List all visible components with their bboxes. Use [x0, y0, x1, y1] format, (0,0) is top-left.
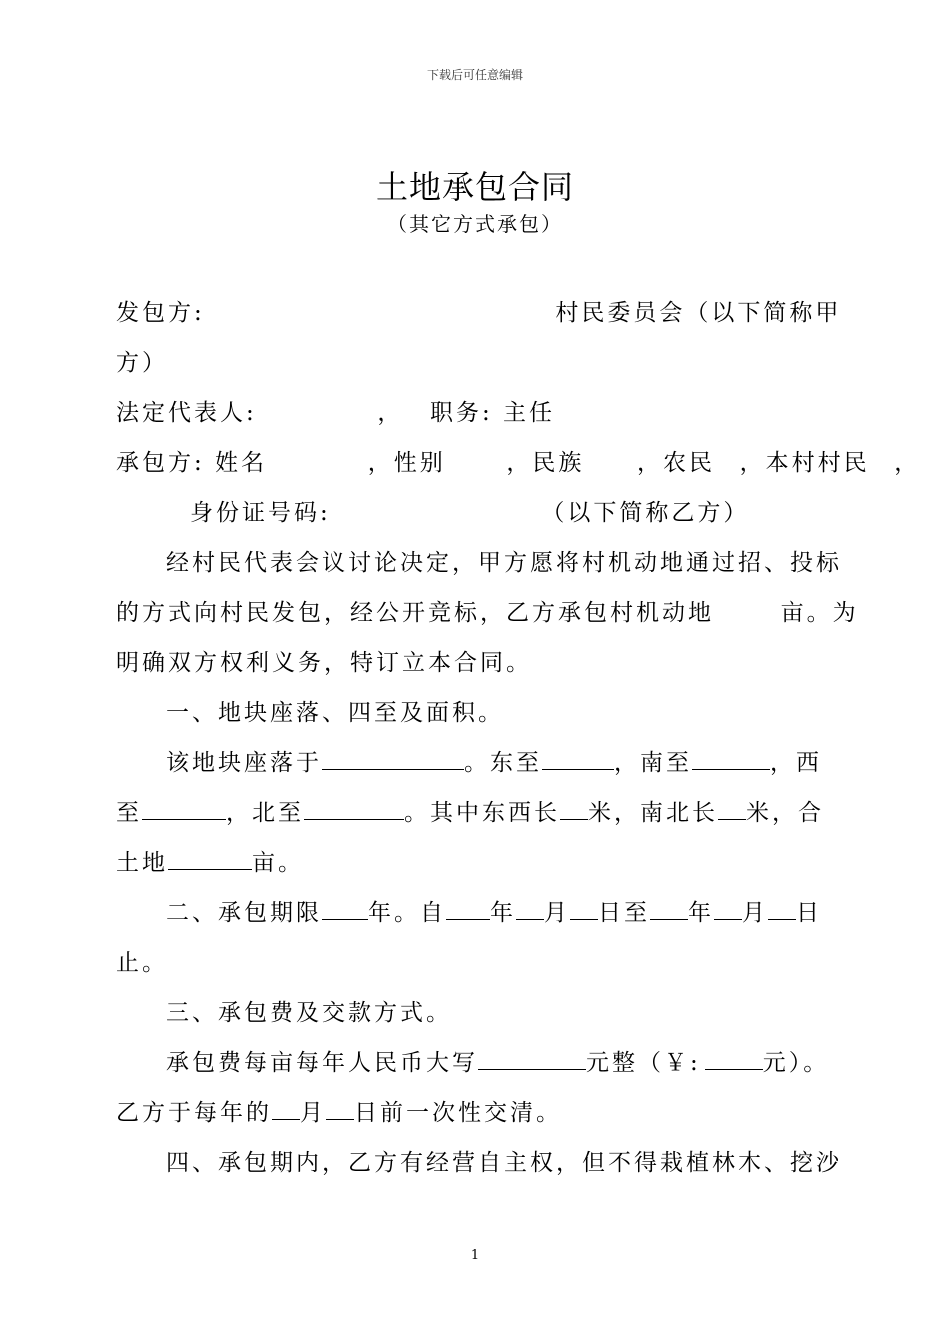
party-a-line	[116, 294, 841, 327]
fee-close-label: 元）。	[762, 1050, 830, 1076]
from-day-blank[interactable]	[570, 895, 598, 920]
fee-number-blank[interactable]	[705, 1045, 763, 1070]
party-b-id-suffix: （以下简称乙方）	[541, 500, 750, 526]
party-a-suffix: 村民委员会（以下简称甲	[555, 300, 842, 326]
intro-line-3: 明确双方权利义务，特订立本合同。	[116, 650, 532, 676]
party-a-line-2	[116, 344, 168, 377]
ew-length-label: 。其中东西长	[404, 800, 560, 826]
party-b-farmer: ，农民	[636, 450, 715, 476]
party-b-label: 承包方: 姓名	[116, 450, 268, 476]
party-b-villager: ，本村村民	[739, 450, 870, 476]
section-2-line-1	[166, 894, 822, 927]
east-label: 。东至	[464, 750, 542, 776]
to-day-blank[interactable]	[768, 895, 796, 920]
total-label: 米，合	[746, 800, 824, 826]
section-3-line-1	[166, 1044, 829, 1077]
section-2-line-2: 止。	[116, 950, 168, 976]
pay-label: 乙方于每年的	[116, 1100, 272, 1126]
to-year-blank[interactable]	[650, 895, 688, 920]
document-title: 土地承包合同	[375, 168, 574, 206]
party-b-id-line	[190, 494, 749, 527]
month-label: 月	[544, 900, 570, 926]
to-month-label: 月	[742, 900, 768, 926]
fee-words-blank[interactable]	[478, 1045, 586, 1070]
fee-label: 承包费每亩每年人民币大写	[166, 1050, 478, 1076]
party-b-comma: ，	[894, 450, 921, 476]
section-1-line-3	[116, 844, 304, 877]
land-label: 土地	[116, 850, 168, 876]
south-blank[interactable]	[692, 745, 770, 770]
from-year-blank[interactable]	[446, 895, 490, 920]
section-1-heading: 一、地块座落、四至及面积。	[166, 700, 504, 726]
to-month-blank[interactable]	[714, 895, 742, 920]
east-blank[interactable]	[542, 745, 614, 770]
intro-line-2a: 的方式向村民发包，经公开竞标，乙方承包村机动地	[116, 600, 714, 626]
north-label: ，北至	[226, 800, 304, 826]
party-a-suffix-end: 方）	[116, 350, 168, 376]
term-years-blank[interactable]	[322, 895, 368, 920]
party-b-ethnicity: ，民族	[506, 450, 585, 476]
location-blank[interactable]	[322, 745, 464, 770]
intro-line-1: 经村民代表会议讨论决定，甲方愿将村机动地通过招、投标	[166, 550, 842, 576]
from-label: 年。自	[368, 900, 446, 926]
section-3-line-2	[116, 1094, 562, 1127]
page-number: 1	[470, 1248, 480, 1263]
party-a-label: 发包方:	[116, 300, 205, 326]
ew-length-blank[interactable]	[560, 795, 588, 820]
page-header-note: 下载后可任意编辑	[426, 68, 523, 82]
section-3-heading: 三、承包费及交款方式。	[166, 1000, 452, 1026]
location-label: 该地块座落于	[166, 750, 322, 776]
pay-month-label: 月	[300, 1100, 326, 1126]
legal-rep-position: 职务: 主任	[430, 400, 556, 426]
from-month-blank[interactable]	[516, 895, 544, 920]
year-label: 年	[490, 900, 516, 926]
intro-line-2b: 亩。为	[780, 600, 859, 626]
west-label-end: 至	[116, 800, 142, 826]
party-b-gender: ，性别	[367, 450, 446, 476]
legal-rep-label: 法定代表人:	[116, 400, 257, 426]
pay-day-label: 日前一次性交清。	[354, 1100, 562, 1126]
pay-day-blank[interactable]	[326, 1095, 354, 1120]
section-4-line-1: 四、承包期内，乙方有经营自主权，但不得栽植林木、挖沙	[166, 1150, 842, 1176]
west-label: ，西	[770, 750, 822, 776]
legal-rep-comma: ，	[377, 400, 404, 426]
mu-label: 亩。	[252, 850, 304, 876]
pay-month-blank[interactable]	[272, 1095, 300, 1120]
ns-length-label: 米，南北长	[588, 800, 718, 826]
fee-yuan-label: 元整（￥:	[586, 1050, 701, 1076]
party-b-id-label: 身份证号码:	[190, 500, 331, 526]
to-day-label: 日	[796, 900, 822, 926]
north-blank[interactable]	[304, 795, 404, 820]
intro-line-2	[116, 594, 859, 627]
party-b-line	[116, 444, 920, 477]
term-label: 二、承包期限	[166, 900, 322, 926]
ns-length-blank[interactable]	[718, 795, 746, 820]
south-label: ，南至	[614, 750, 692, 776]
to-year-label: 年	[688, 900, 714, 926]
section-1-line-1	[166, 744, 822, 777]
land-area-blank[interactable]	[168, 845, 252, 870]
legal-rep-line	[116, 394, 555, 427]
west-blank[interactable]	[142, 795, 226, 820]
document-subtitle: （其它方式承包）	[387, 212, 563, 236]
to-label: 日至	[598, 900, 650, 926]
section-1-line-2	[116, 794, 824, 827]
